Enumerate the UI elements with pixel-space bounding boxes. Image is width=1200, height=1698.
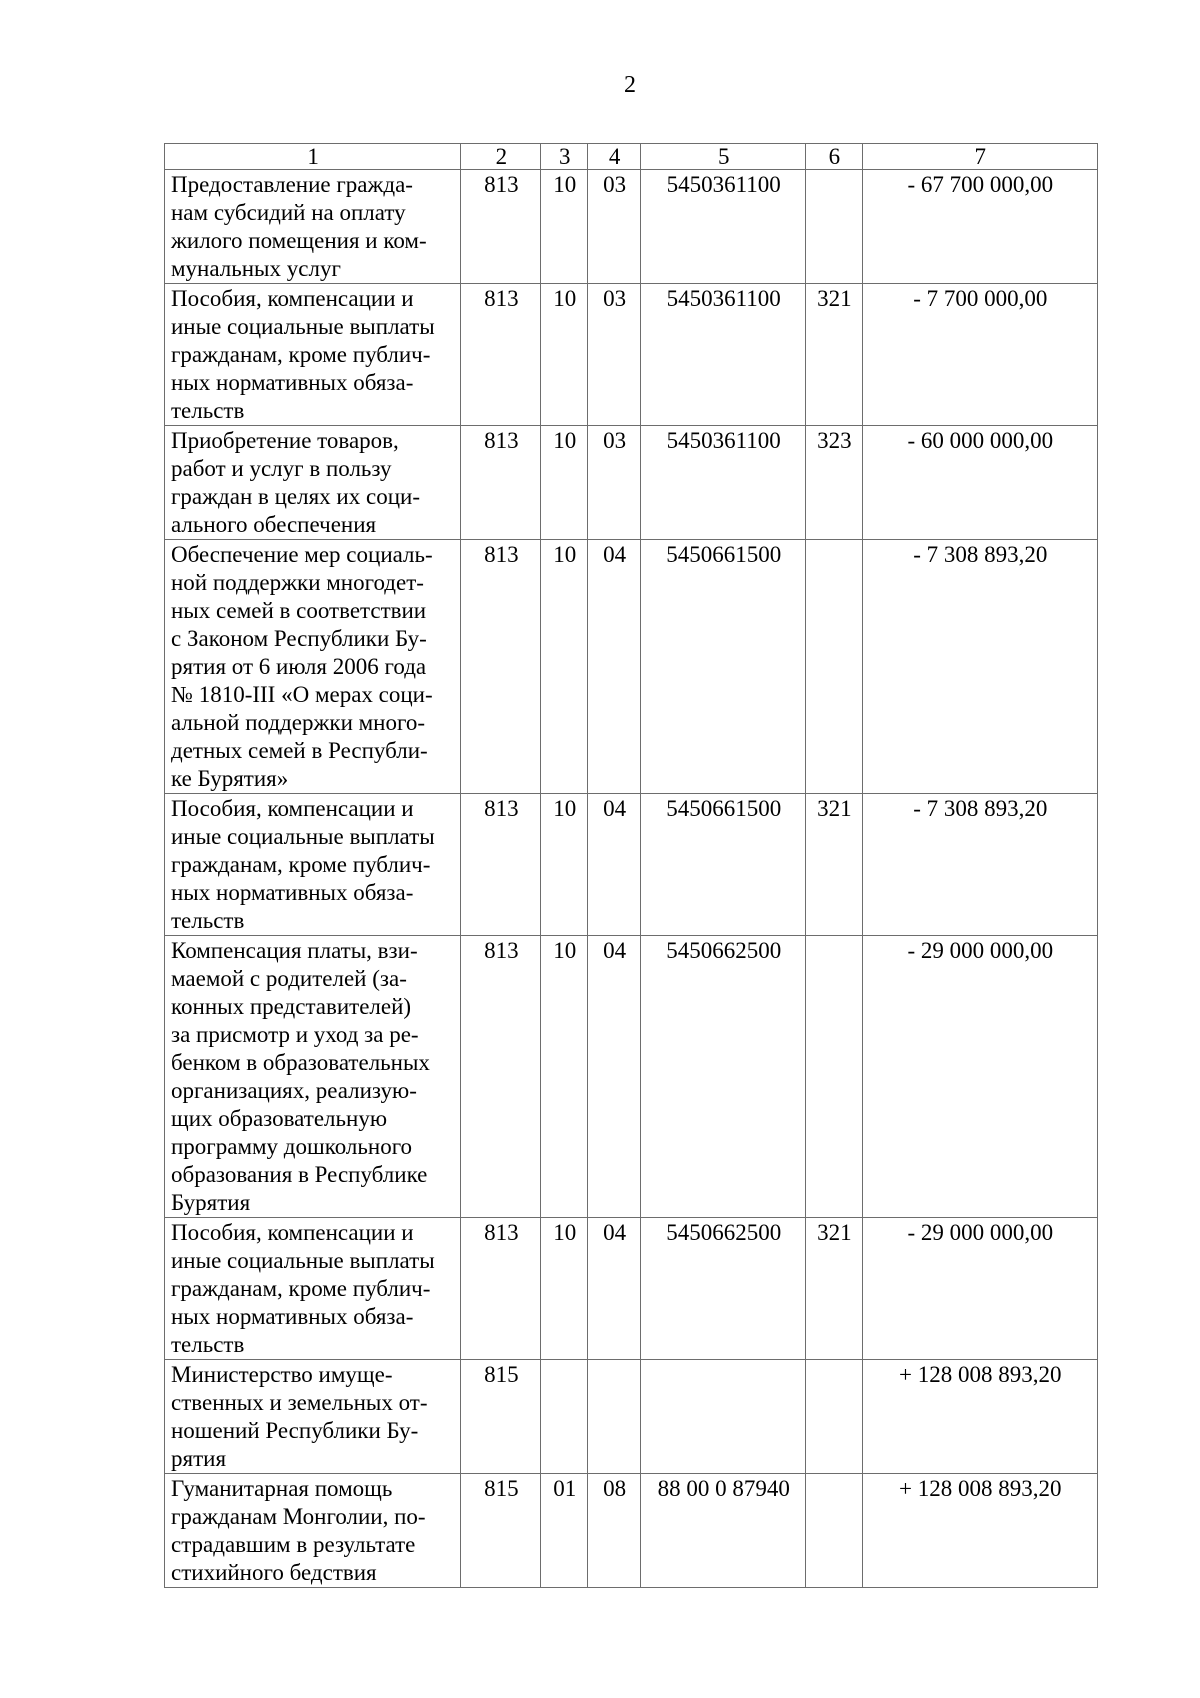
header-col-5: 5	[641, 144, 806, 170]
row-subsection: 03	[588, 170, 641, 284]
row-subsection: 04	[588, 936, 641, 1218]
row-section: 10	[541, 170, 588, 284]
row-name: Гуманитарная помощь гражданам Монголии, по- страдавшим в результате стихийного бедствия	[165, 1474, 461, 1588]
row-amount: + 128 008 893,20	[862, 1474, 1097, 1588]
row-subsection	[588, 1360, 641, 1474]
row-expense-type	[806, 1474, 862, 1588]
row-amount: - 29 000 000,00	[862, 1218, 1097, 1360]
row-amount: - 7 308 893,20	[862, 540, 1097, 794]
row-ministry-code: 815	[461, 1474, 541, 1588]
table-row	[165, 1474, 1098, 1588]
row-subsection: 04	[588, 540, 641, 794]
row-amount: - 7 308 893,20	[862, 794, 1097, 936]
row-ministry-code: 813	[461, 284, 541, 426]
table-row	[165, 540, 1098, 794]
row-amount: - 7 700 000,00	[862, 284, 1097, 426]
table-row	[165, 936, 1098, 1218]
header-row	[165, 144, 1098, 170]
row-expense-type: 321	[806, 794, 862, 936]
row-expense-type	[806, 540, 862, 794]
row-section: 10	[541, 1218, 588, 1360]
row-amount: - 67 700 000,00	[862, 170, 1097, 284]
row-section	[541, 1360, 588, 1474]
row-section: 10	[541, 540, 588, 794]
row-amount: - 29 000 000,00	[862, 936, 1097, 1218]
header-col-1: 1	[165, 144, 461, 170]
row-name: Пособия, компенсации и иные социальные выплаты гражданам, кроме публич- ных нормативных обяза- тельств	[165, 284, 461, 426]
row-name: Пособия, компенсации и иные социальные выплаты гражданам, кроме публич- ных нормативных обяза- тельств	[165, 794, 461, 936]
row-section: 10	[541, 284, 588, 426]
row-target-code: 88 00 0 87940	[641, 1474, 806, 1588]
table-row	[165, 170, 1098, 284]
row-ministry-code: 813	[461, 936, 541, 1218]
row-target-code: 5450661500	[641, 540, 806, 794]
row-ministry-code: 813	[461, 1218, 541, 1360]
row-subsection: 04	[588, 1218, 641, 1360]
table-row	[165, 794, 1098, 936]
row-name: Министерство имуще- ственных и земельных от- ношений Республики Бу- рятия	[165, 1360, 461, 1474]
row-section: 10	[541, 936, 588, 1218]
row-subsection: 08	[588, 1474, 641, 1588]
row-target-code: 5450361100	[641, 170, 806, 284]
row-ministry-code: 813	[461, 794, 541, 936]
table-row	[165, 284, 1098, 426]
budget-table	[164, 143, 1098, 1588]
row-target-code: 5450662500	[641, 1218, 806, 1360]
row-target-code	[641, 1360, 806, 1474]
header-col-3: 3	[541, 144, 588, 170]
row-expense-type	[806, 936, 862, 1218]
row-section: 01	[541, 1474, 588, 1588]
row-expense-type: 321	[806, 1218, 862, 1360]
row-subsection: 04	[588, 794, 641, 936]
row-section: 10	[541, 426, 588, 540]
row-name: Компенсация платы, взи- маемой с родителей (за- конных представителей) за присмотр и уход за ре- бенком в образовательных организациях, реализую- щих образовательную программу дошкольного образования в Республике Бурятия	[165, 936, 461, 1218]
row-expense-type: 321	[806, 284, 862, 426]
row-subsection: 03	[588, 284, 641, 426]
table-row	[165, 1360, 1098, 1474]
row-ministry-code: 815	[461, 1360, 541, 1474]
table-row	[165, 1218, 1098, 1360]
row-expense-type	[806, 1360, 862, 1474]
header-col-7: 7	[862, 144, 1097, 170]
row-amount: + 128 008 893,20	[862, 1360, 1097, 1474]
header-col-6: 6	[806, 144, 862, 170]
row-target-code: 5450661500	[641, 794, 806, 936]
row-name: Обеспечение мер социаль- ной поддержки многодет- ных семей в соответствии с Законом Республики Бу- рятия от 6 июля 2006 года № 1810-III «О мерах соци- альной поддержки много- детных семей в Республи- ке Бурятия»	[165, 540, 461, 794]
row-target-code: 5450361100	[641, 284, 806, 426]
header-col-4: 4	[588, 144, 641, 170]
row-target-code: 5450662500	[641, 936, 806, 1218]
row-name: Предоставление гражда- нам субсидий на оплату жилого помещения и ком- мунальных услуг	[165, 170, 461, 284]
row-expense-type: 323	[806, 426, 862, 540]
row-ministry-code: 813	[461, 426, 541, 540]
row-target-code: 5450361100	[641, 426, 806, 540]
row-ministry-code: 813	[461, 540, 541, 794]
row-subsection: 03	[588, 426, 641, 540]
header-col-2: 2	[461, 144, 541, 170]
page-number: 2	[624, 72, 636, 98]
row-expense-type	[806, 170, 862, 284]
row-section: 10	[541, 794, 588, 936]
table-row	[165, 426, 1098, 540]
row-name: Пособия, компенсации и иные социальные выплаты гражданам, кроме публич- ных нормативных обяза- тельств	[165, 1218, 461, 1360]
row-name: Приобретение товаров, работ и услуг в пользу граждан в целях их соци- ального обеспечения	[165, 426, 461, 540]
row-ministry-code: 813	[461, 170, 541, 284]
row-amount: - 60 000 000,00	[862, 426, 1097, 540]
